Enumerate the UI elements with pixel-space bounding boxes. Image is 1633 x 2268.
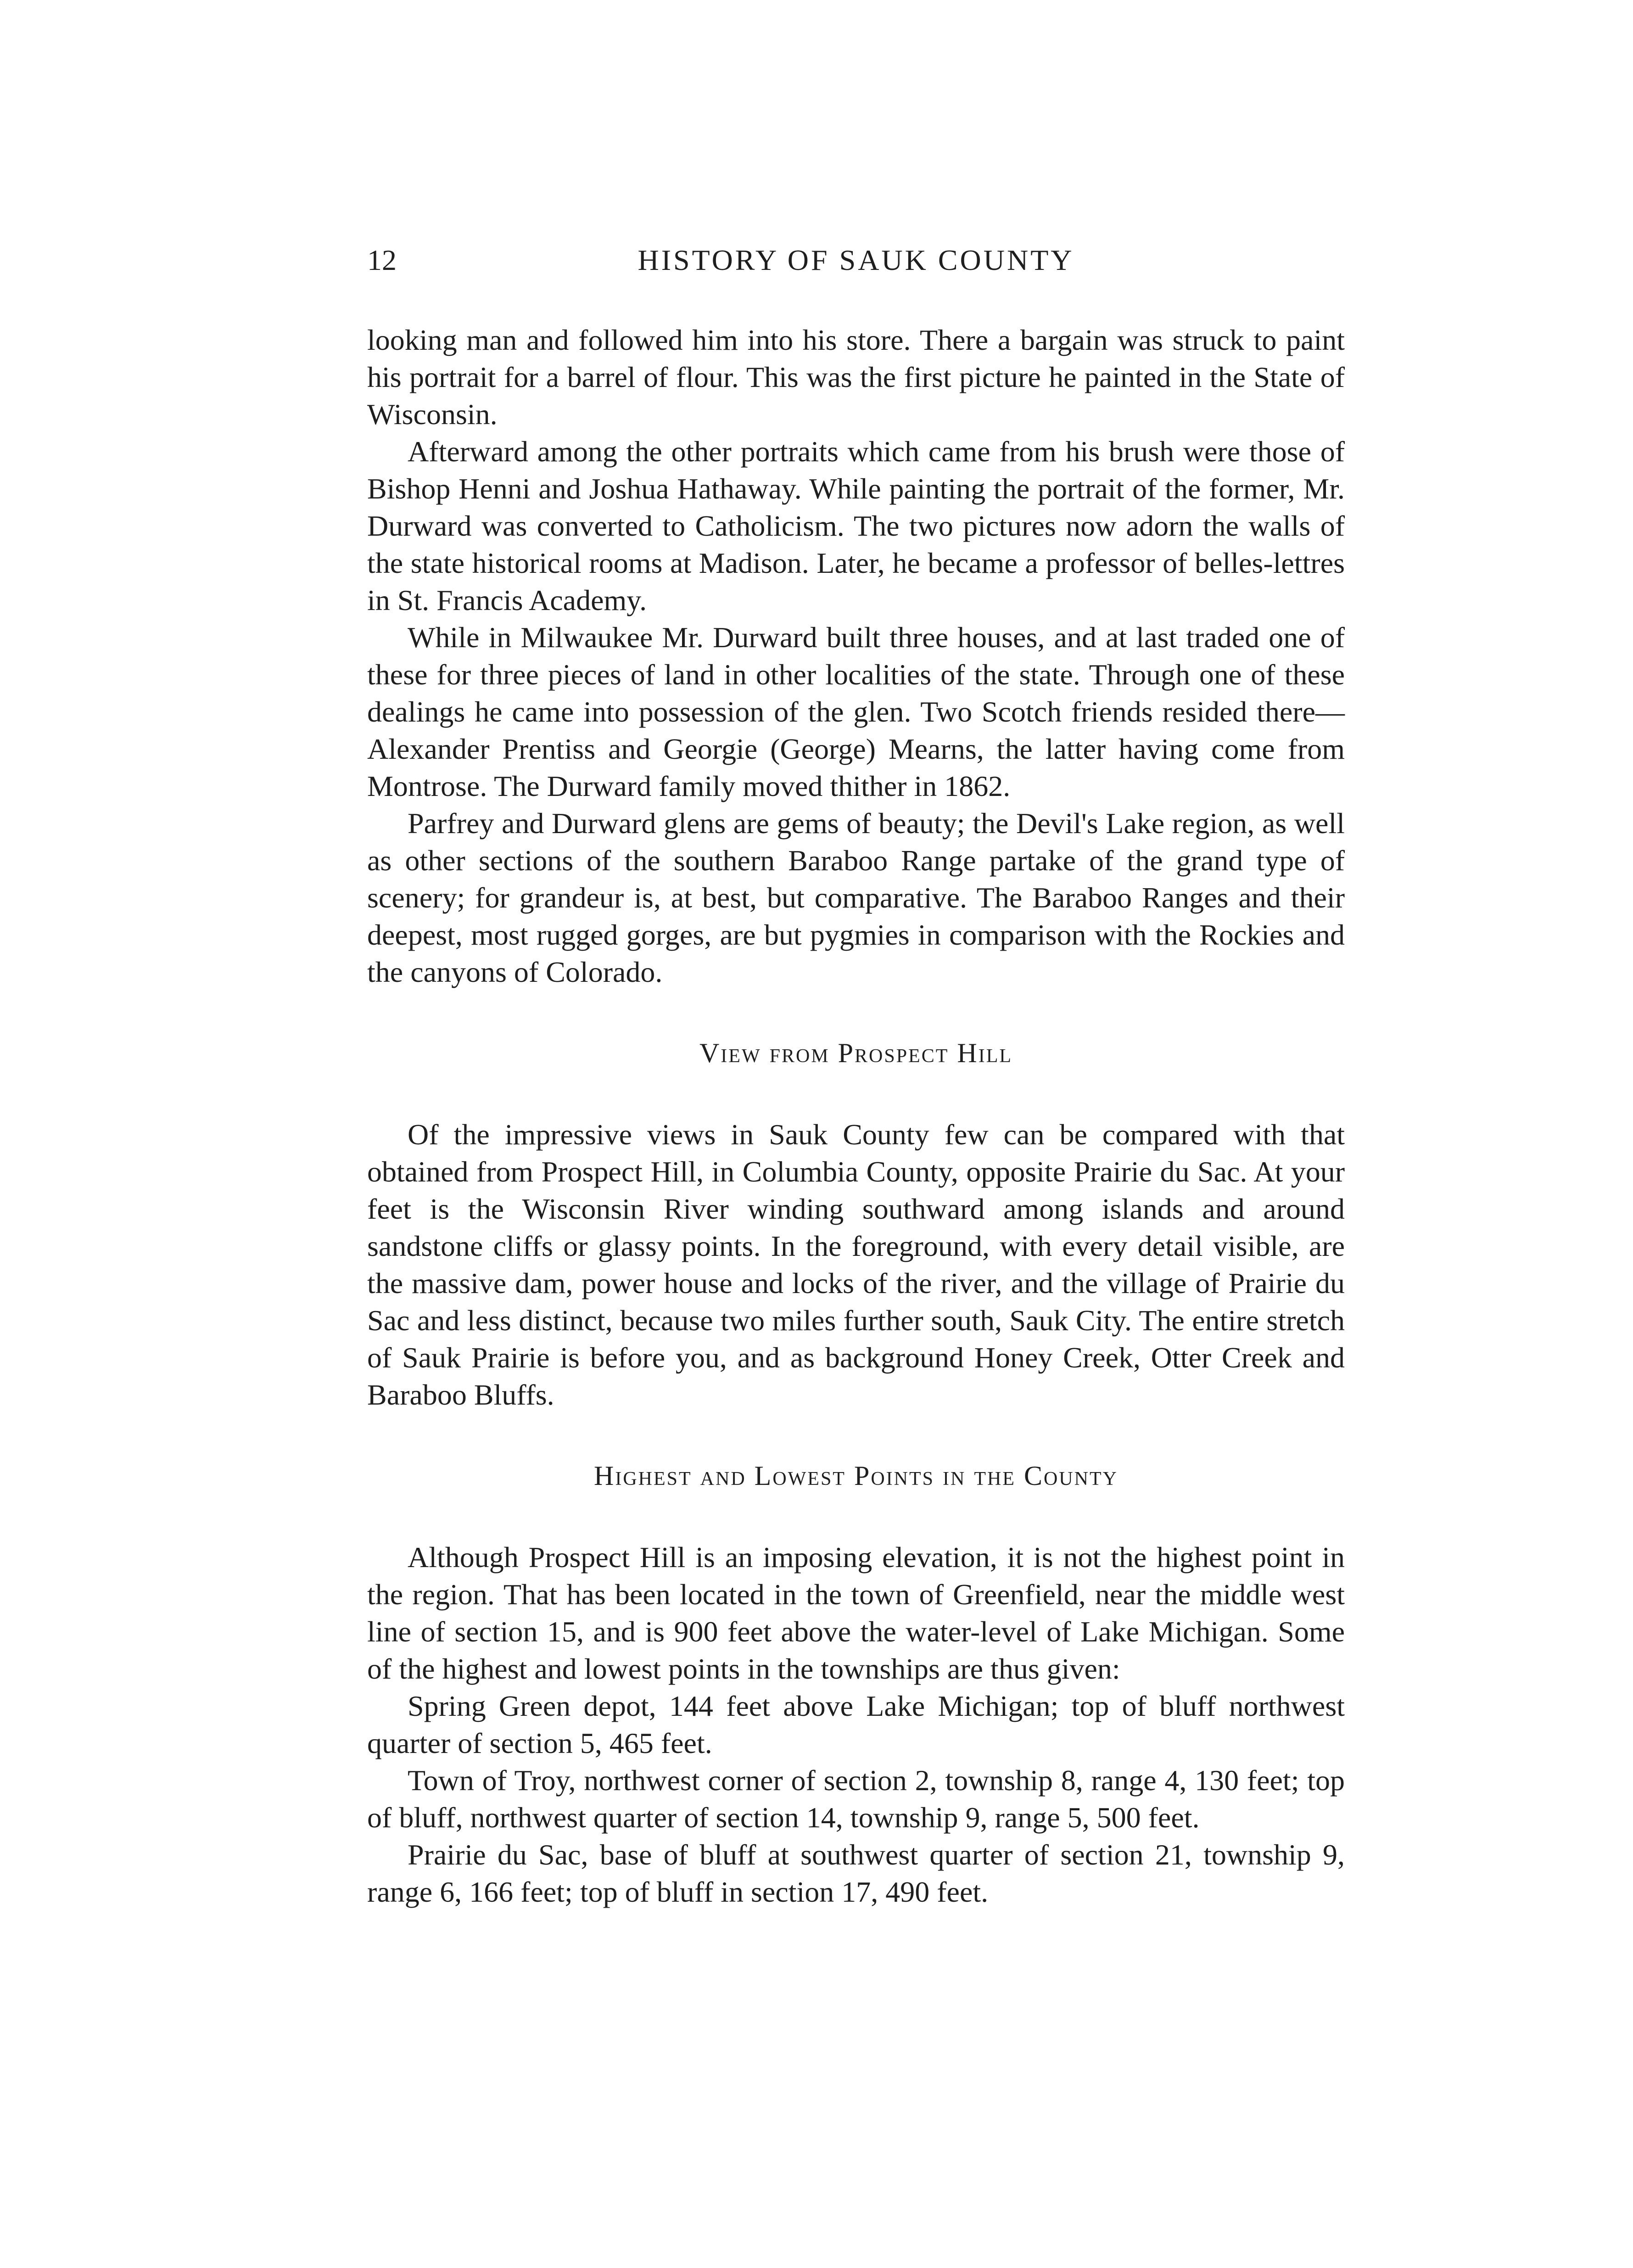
paragraph-spring-green: Spring Green depot, 144 feet above Lake Michigan; top of bluff northwest quarter of section 5, 465 feet. [367, 1690, 1345, 1759]
paragraph-prospect-hill: Of the impressive views in Sauk County few can be compared with that obtained from Prospect Hill, in Columbia County, opposite Prairie du Sac. At your feet is the Wisconsin River winding southward among islands and around sandstone cliffs or glassy points. In the foreground, with every detail visible, are the massive dam, power house and locks of the river, and the village of Prairie du Sac and less distinct, because two miles further south, Sauk City. The entire stretch of Sauk Prairie is before you, and as background Honey Creek, Otter Creek and Baraboo Bluffs. [367, 1118, 1345, 1411]
page-number: 12 [367, 244, 397, 276]
paragraph-milwaukee: While in Milwaukee Mr. Durward built three houses, and at last traded one of these for three pieces of land in other localities of the state. Through one of these dealings he came into possession of the glen. Two Scotch friends resided there—Alexander Prentiss and Georgie (George) Mearns, the latter having come from Montrose. The Durward family moved thither in 1862. [367, 621, 1345, 802]
paragraph-glens: Parfrey and Durward glens are gems of beauty; the Devil's Lake region, as well as other sections of the southern Baraboo Range partake of the grand type of scenery; for grandeur is, at best, but comparative. The Baraboo Ranges and their deepest, most rugged gorges, are but pygmies in comparison with the Rockies and the canyons of Colorado. [367, 807, 1345, 988]
paragraph-portraits: Afterward among the other portraits which came from his brush were those of Bishop Henni and Joshua Hathaway. While painting the portrait of the former, Mr. Durward was converted to Catholicism. The two pictures now adorn the walls of the state historical rooms at Madison. Later, he became a professor of belles-lettres in St. Francis Academy. [367, 435, 1345, 616]
paragraph-town-of-troy: Town of Troy, northwest corner of section 2, township 8, range 4, 130 feet; top of bluff, northwest quarter of section 14, township 9, range 5, 500 feet. [367, 1764, 1345, 1834]
running-head: HISTORY OF SAUK COUNTY [638, 244, 1074, 276]
body-text [367, 321, 1345, 1910]
paragraph-highest-point: Although Prospect Hill is an imposing elevation, it is not the highest point in the region. That has been located in the town of Greenfield, near the middle west line of section 15, and is 900 feet above the water-level of Lake Michigan. Some of the highest and lowest points in the townships are thus given: [367, 1541, 1345, 1685]
paragraph-prairie-du-sac: Prairie du Sac, base of bluff at southwest quarter of section 21, township 9, range 6, 166 feet; top of bluff in section 17, 490 feet. [367, 1838, 1345, 1908]
paragraph-continued: looking man and followed him into his store. There a bargain was struck to paint his portrait for a barrel of flour. This was the first picture he painted in the State of Wisconsin. [367, 324, 1345, 431]
page-header [367, 243, 1345, 294]
section-heading-prospect-hill: View from Prospect Hill [699, 1038, 1013, 1068]
section-heading-highest-lowest: Highest and Lowest Points in the County [594, 1461, 1118, 1491]
